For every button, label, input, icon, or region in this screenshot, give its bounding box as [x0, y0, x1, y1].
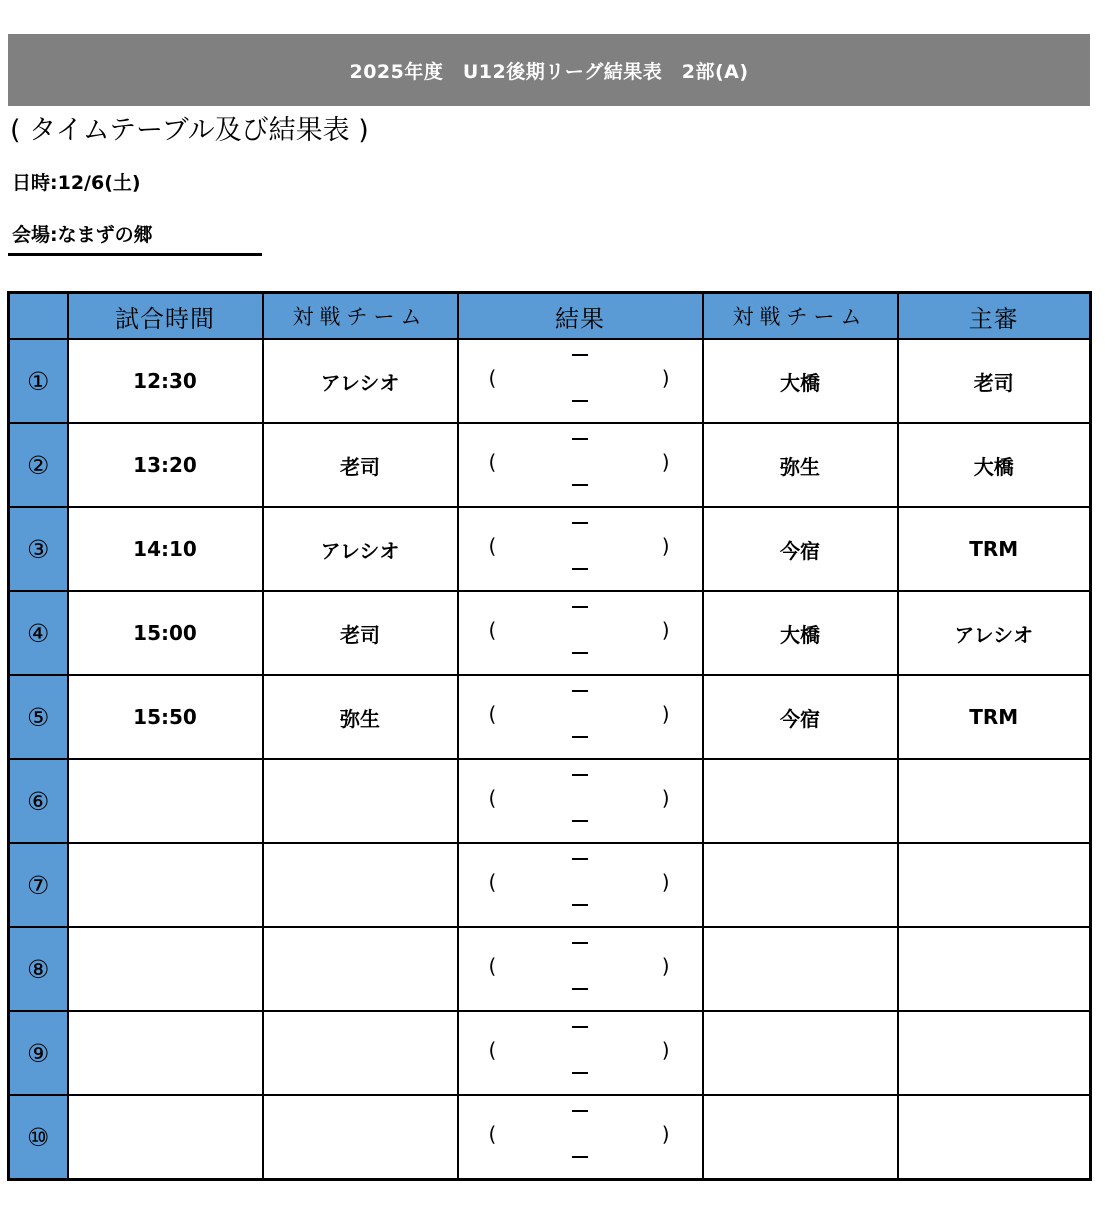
result-score-box — [459, 424, 702, 506]
match-time — [68, 927, 263, 1011]
result-dash-top — [572, 522, 588, 524]
result-dash-bottom — [572, 652, 588, 654]
match-time — [68, 1011, 263, 1095]
match-result — [458, 759, 703, 843]
match-number: ③ — [9, 507, 68, 591]
result-open-paren: ( — [488, 618, 497, 642]
schedule-body — [9, 339, 1091, 1180]
match-result — [458, 423, 703, 507]
result-dash-bottom — [572, 568, 588, 570]
team2-name: 今宿 — [703, 507, 898, 591]
match-time: 14:10 — [68, 507, 263, 591]
result-dash-bottom — [572, 1156, 588, 1158]
venue-underline — [8, 253, 262, 256]
match-result — [458, 1095, 703, 1180]
result-dash-top — [572, 858, 588, 860]
match-time: 12:30 — [68, 339, 263, 423]
result-close-paren: ) — [661, 954, 670, 978]
header-team1: 対戦チーム — [263, 293, 458, 340]
team1-name: 老司 — [263, 423, 458, 507]
result-close-paren: ) — [661, 702, 670, 726]
team2-name — [703, 1095, 898, 1180]
result-score-box — [459, 508, 702, 590]
team2-name: 弥生 — [703, 423, 898, 507]
match-result — [458, 339, 703, 423]
result-open-paren: ( — [488, 954, 497, 978]
referee-name — [898, 843, 1091, 927]
match-number: ④ — [9, 591, 68, 675]
team1-name — [263, 1011, 458, 1095]
referee-name: 大橋 — [898, 423, 1091, 507]
match-result — [458, 507, 703, 591]
team2-name: 大橋 — [703, 591, 898, 675]
match-number: ② — [9, 423, 68, 507]
document-title: 2025年度 U12後期リーグ結果表 2部(A) — [8, 34, 1090, 106]
match-time: 15:50 — [68, 675, 263, 759]
match-result — [458, 927, 703, 1011]
result-score-box — [459, 676, 702, 758]
result-open-paren: ( — [488, 786, 497, 810]
match-time — [68, 843, 263, 927]
result-dash-bottom — [572, 484, 588, 486]
table-header-row — [9, 293, 1091, 340]
result-open-paren: ( — [488, 366, 497, 390]
table-row — [9, 339, 1091, 423]
result-dash-top — [572, 1026, 588, 1028]
referee-name: TRM — [898, 675, 1091, 759]
result-dash-top — [572, 354, 588, 356]
result-close-paren: ) — [661, 366, 670, 390]
match-number: ⑤ — [9, 675, 68, 759]
match-number: ⑥ — [9, 759, 68, 843]
result-score-box — [459, 844, 702, 926]
result-dash-top — [572, 438, 588, 440]
referee-name — [898, 927, 1091, 1011]
team2-name — [703, 759, 898, 843]
result-dash-top — [572, 942, 588, 944]
result-dash-bottom — [572, 1072, 588, 1074]
match-number: ① — [9, 339, 68, 423]
table-row — [9, 843, 1091, 927]
result-dash-bottom — [572, 736, 588, 738]
result-open-paren: ( — [488, 870, 497, 894]
referee-name: TRM — [898, 507, 1091, 591]
match-result — [458, 675, 703, 759]
referee-name — [898, 759, 1091, 843]
team1-name — [263, 1095, 458, 1180]
event-venue: 会場:なまずの郷 — [12, 224, 153, 246]
table-row — [9, 675, 1091, 759]
result-score-box — [459, 592, 702, 674]
team2-name — [703, 1011, 898, 1095]
result-close-paren: ) — [661, 1038, 670, 1062]
team1-name: アレシオ — [263, 507, 458, 591]
match-time: 15:00 — [68, 591, 263, 675]
result-dash-top — [572, 1110, 588, 1112]
result-close-paren: ) — [661, 786, 670, 810]
table-row — [9, 507, 1091, 591]
header-result: 結果 — [458, 293, 703, 340]
result-open-paren: ( — [488, 534, 497, 558]
team1-name — [263, 927, 458, 1011]
result-open-paren: ( — [488, 1122, 497, 1146]
team1-name — [263, 843, 458, 927]
match-time — [68, 759, 263, 843]
header-num — [9, 293, 68, 340]
result-score-box — [459, 760, 702, 842]
header-referee: 主審 — [898, 293, 1091, 340]
match-result — [458, 1011, 703, 1095]
header-time: 試合時間 — [68, 293, 263, 340]
document-subtitle: ( タイムテーブル及び結果表 ) — [10, 115, 369, 146]
team1-name: 老司 — [263, 591, 458, 675]
team2-name: 大橋 — [703, 339, 898, 423]
result-dash-bottom — [572, 988, 588, 990]
result-open-paren: ( — [488, 450, 497, 474]
team1-name — [263, 759, 458, 843]
referee-name — [898, 1011, 1091, 1095]
match-result — [458, 843, 703, 927]
result-close-paren: ) — [661, 1122, 670, 1146]
team2-name: 今宿 — [703, 675, 898, 759]
result-close-paren: ) — [661, 450, 670, 474]
result-open-paren: ( — [488, 702, 497, 726]
result-dash-bottom — [572, 400, 588, 402]
table-row — [9, 759, 1091, 843]
result-dash-bottom — [572, 820, 588, 822]
result-dash-bottom — [572, 904, 588, 906]
result-score-box — [459, 1012, 702, 1094]
result-score-box — [459, 1096, 702, 1178]
table-row — [9, 423, 1091, 507]
event-date: 日時:12/6(土) — [12, 172, 141, 194]
table-row — [9, 1095, 1091, 1180]
header-team2: 対戦チーム — [703, 293, 898, 340]
table-row — [9, 1011, 1091, 1095]
result-close-paren: ) — [661, 618, 670, 642]
result-dash-top — [572, 606, 588, 608]
match-time — [68, 1095, 263, 1180]
table-row — [9, 927, 1091, 1011]
result-score-box — [459, 340, 702, 422]
referee-name: 老司 — [898, 339, 1091, 423]
table-row — [9, 591, 1091, 675]
referee-name: アレシオ — [898, 591, 1091, 675]
referee-name — [898, 1095, 1091, 1180]
match-number: ⑩ — [9, 1095, 68, 1180]
result-dash-top — [572, 690, 588, 692]
team2-name — [703, 843, 898, 927]
match-number: ⑦ — [9, 843, 68, 927]
team2-name — [703, 927, 898, 1011]
team1-name: 弥生 — [263, 675, 458, 759]
match-number: ⑧ — [9, 927, 68, 1011]
match-time: 13:20 — [68, 423, 263, 507]
result-open-paren: ( — [488, 1038, 497, 1062]
match-result — [458, 591, 703, 675]
result-close-paren: ) — [661, 534, 670, 558]
result-close-paren: ) — [661, 870, 670, 894]
match-number: ⑨ — [9, 1011, 68, 1095]
schedule-table — [7, 291, 1092, 1181]
result-dash-top — [572, 774, 588, 776]
result-score-box — [459, 928, 702, 1010]
team1-name: アレシオ — [263, 339, 458, 423]
